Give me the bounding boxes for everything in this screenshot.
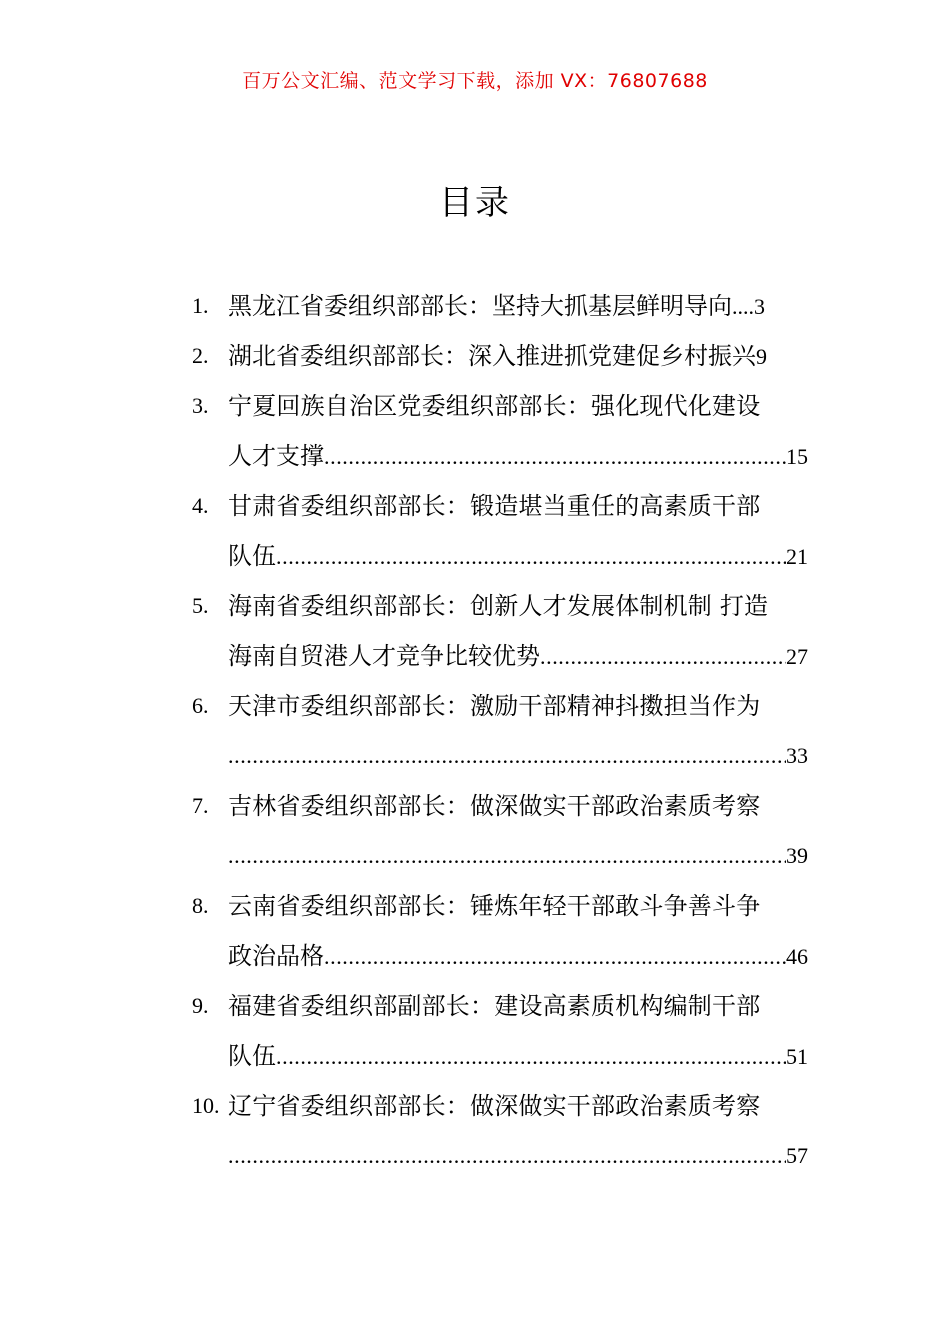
toc-number: 6.	[192, 693, 209, 718]
toc-entry-6[interactable]	[192, 681, 808, 781]
toc-number: 9.	[192, 993, 209, 1018]
toc-number: 3.	[192, 393, 209, 418]
toc-leader-dots	[228, 831, 786, 881]
toc-leader-dots	[228, 731, 786, 781]
toc-title-continued: 人才支撑	[228, 442, 324, 470]
toc-title: 海南省委组织部部长：创新人才发展体制机制 打造	[228, 592, 769, 620]
toc-title: 宁夏回族自治区党委组织部部长：强化现代化建设	[228, 392, 761, 420]
toc-number: 8.	[192, 893, 209, 918]
toc-entry-8[interactable]	[192, 881, 808, 981]
toc-entry-2[interactable]	[192, 331, 808, 381]
toc-number: 1.	[192, 293, 209, 318]
table-of-contents	[192, 281, 808, 1181]
toc-number: 2.	[192, 343, 209, 368]
toc-title: 云南省委组织部部长：锤炼年轻干部敢斗争善斗争	[228, 892, 761, 920]
toc-leader-dots	[228, 1131, 786, 1181]
toc-leader-dots	[276, 532, 786, 582]
toc-title: 湖北省委组织部部长：深入推进抓党建促乡村振兴	[228, 342, 756, 370]
toc-entry-3[interactable]	[192, 381, 808, 481]
toc-title-continued: 队伍	[228, 542, 276, 570]
toc-number: 4.	[192, 493, 209, 518]
toc-page-number: 3	[754, 294, 765, 319]
toc-title: 吉林省委组织部部长：做深做实干部政治素质考察	[228, 792, 761, 820]
toc-title-continued: 队伍	[228, 1042, 276, 1070]
toc-title-continued: 政治品格	[228, 942, 324, 970]
toc-entry-7[interactable]	[192, 781, 808, 881]
toc-entry-10[interactable]	[192, 1081, 808, 1181]
toc-title: 甘肃省委组织部部长：锻造堪当重任的高素质干部	[228, 492, 761, 520]
toc-leader-dots	[540, 632, 786, 682]
toc-page-number: 27	[786, 644, 808, 669]
toc-page-number: 39	[786, 843, 808, 868]
toc-title-continued: 海南自贸港人才竞争比较优势	[228, 642, 540, 670]
toc-number: 5.	[192, 593, 209, 618]
toc-title: 黑龙江省委组织部部长：坚持大抓基层鲜明导向	[228, 292, 732, 320]
toc-page-number: 33	[786, 743, 808, 768]
toc-leader-dots	[324, 432, 786, 482]
toc-number: 10.	[192, 1093, 220, 1118]
toc-title: 天津市委组织部部长：激励干部精神抖擞担当作为	[228, 692, 761, 720]
toc-title: 辽宁省委组织部部长：做深做实干部政治素质考察	[228, 1092, 761, 1120]
toc-entry-5[interactable]	[192, 581, 808, 681]
toc-entry-9[interactable]	[192, 981, 808, 1081]
toc-page-number: 46	[786, 944, 808, 969]
toc-leader-dots	[324, 932, 786, 982]
toc-page-number: 57	[786, 1143, 808, 1168]
page-title: 目录	[439, 183, 511, 223]
toc-entry-4[interactable]	[192, 481, 808, 581]
toc-entry-1[interactable]	[192, 281, 808, 331]
toc-leader-dots	[276, 1032, 786, 1082]
toc-dots: ....	[732, 294, 754, 319]
toc-title: 福建省委组织部副部长：建设高素质机构编制干部	[228, 992, 761, 1020]
toc-page-number: 21	[786, 544, 808, 569]
toc-page-number: 51	[786, 1044, 808, 1069]
header-note: 百万公文汇编、范文学习下载，添加 VX：76807688	[242, 70, 708, 92]
toc-page-number: 9	[756, 344, 767, 369]
toc-page-number: 15	[786, 444, 808, 469]
toc-number: 7.	[192, 793, 209, 818]
